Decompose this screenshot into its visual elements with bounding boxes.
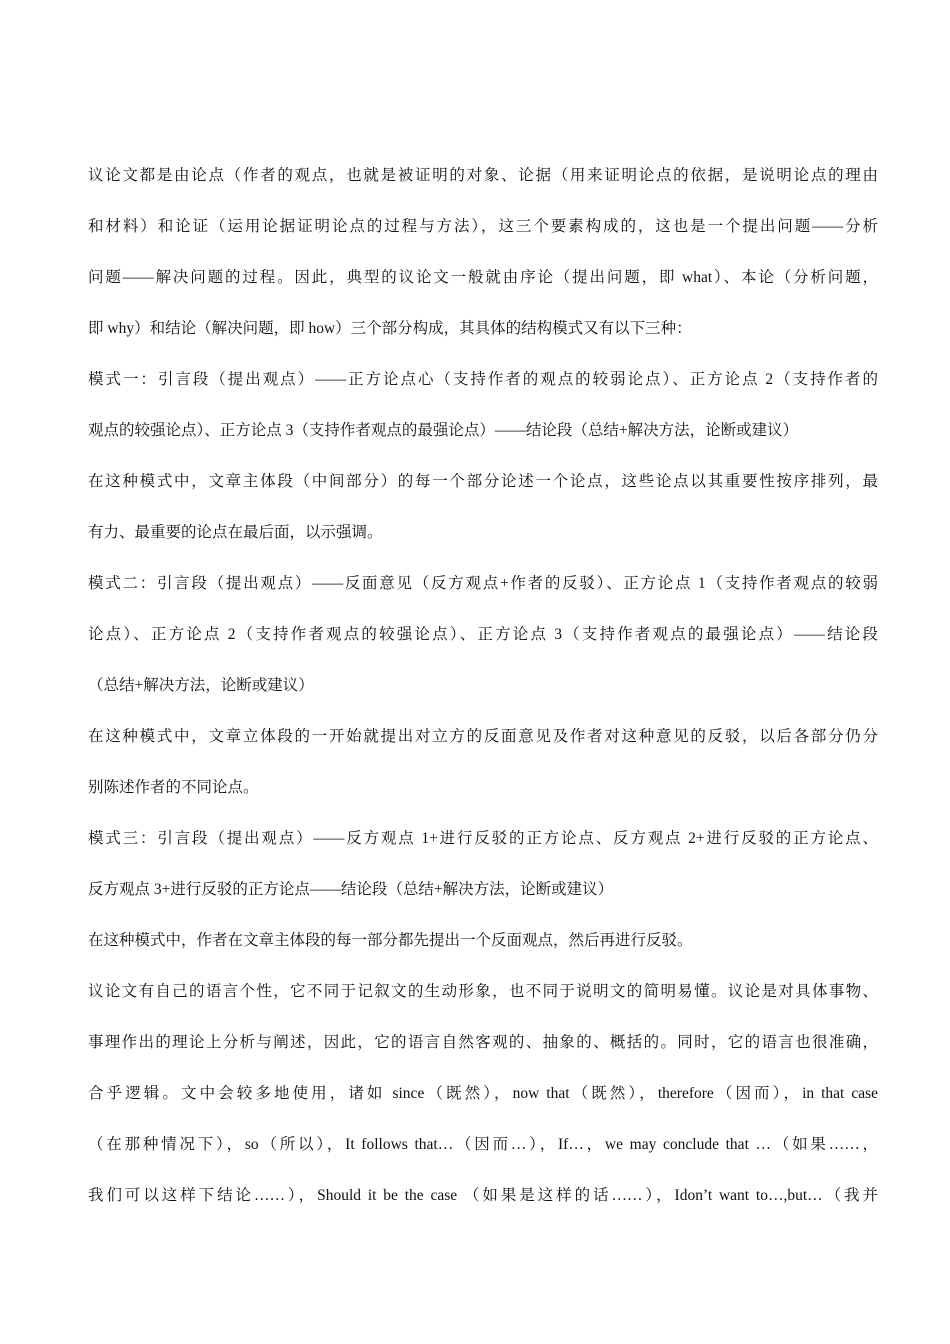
text-line-3: 问题——解决问题的过程。因此，典型的议论文一般就由序论（提出问题，即 what）、本论（分析问题， bbox=[88, 269, 878, 286]
text-line-10: 论点）、正方论点 2（支持作者观点的较强论点）、正方论点 3（支持作者观点的最强论点）——结论段 bbox=[88, 626, 878, 643]
text-line-18: 事理作出的理论上分析与阐述，因此，它的语言自然客观的、抽象的、概括的。同时，它的语言也很准确， bbox=[88, 1034, 878, 1051]
text-line-11: （总结+解决方法，论断或建议） bbox=[88, 677, 314, 694]
text-line-2: 和材料）和论证（运用论据证明论点的过程与方法），这三个要素构成的，这也是一个提出问题——分析 bbox=[88, 218, 878, 235]
text-line-14: 模式三：引言段（提出观点）——反方观点 1+进行反驳的正方论点、反方观点 2+进行反驳的正方论点、 bbox=[88, 830, 878, 847]
text-line-6: 观点的较强论点）、正方论点 3（支持作者观点的最强论点）——结论段（总结+解决方法，论断或建议） bbox=[88, 422, 799, 439]
text-line-17: 议论文有自己的语言个性，它不同于记叙文的生动形象，也不同于说明文的简明易懂。议论是对具体事物、 bbox=[88, 983, 878, 1000]
text-line-13: 别陈述作者的不同论点。 bbox=[88, 779, 259, 796]
text-line-19: 合乎逻辑。文中会较多地使用，诸如 since（既然），now that（既然），therefore（因而），in that case bbox=[88, 1085, 878, 1102]
text-line-21: 我们可以这样下结论……），Should it be the case （如果是这样的话……），Idon’t want to…,but…（我并 bbox=[88, 1187, 878, 1204]
text-line-1: 议论文都是由论点（作者的观点，也就是被证明的对象、论据（用来证明论点的依据，是说明论点的理由 bbox=[88, 167, 878, 184]
text-line-8: 有力、最重要的论点在最后面，以示强调。 bbox=[88, 524, 383, 541]
text-line-7: 在这种模式中，文章主体段（中间部分）的每一个部分论述一个论点，这些论点以其重要性按序排列，最 bbox=[88, 473, 878, 490]
text-line-9: 模式二：引言段（提出观点）——反面意见（反方观点+作者的反驳）、正方论点 1（支持作者观点的较弱 bbox=[88, 575, 878, 592]
text-line-16: 在这种模式中，作者在文章主体段的每一部分都先提出一个反面观点，然后再进行反驳。 bbox=[88, 932, 693, 949]
document-body bbox=[88, 160, 878, 1231]
text-line-5: 模式一：引言段（提出观点）——正方论点心（支持作者的观点的较弱论点）、正方论点 2（支持作者的 bbox=[88, 371, 878, 388]
text-line-12: 在这种模式中，文章立体段的一开始就提出对立方的反面意见及作者对这种意见的反驳，以后各部分仍分 bbox=[88, 728, 878, 745]
text-line-15: 反方观点 3+进行反驳的正方论点——结论段（总结+解决方法，论断或建议） bbox=[88, 881, 614, 898]
text-line-20: （在那种情况下），so（所以），It follows that…（因而…），If…，we may conclude that …（如果……， bbox=[88, 1136, 878, 1153]
text-line-4: 即 why）和结论（解决问题，即 how）三个部分构成，其具体的结构模式又有以下三种： bbox=[88, 320, 692, 337]
